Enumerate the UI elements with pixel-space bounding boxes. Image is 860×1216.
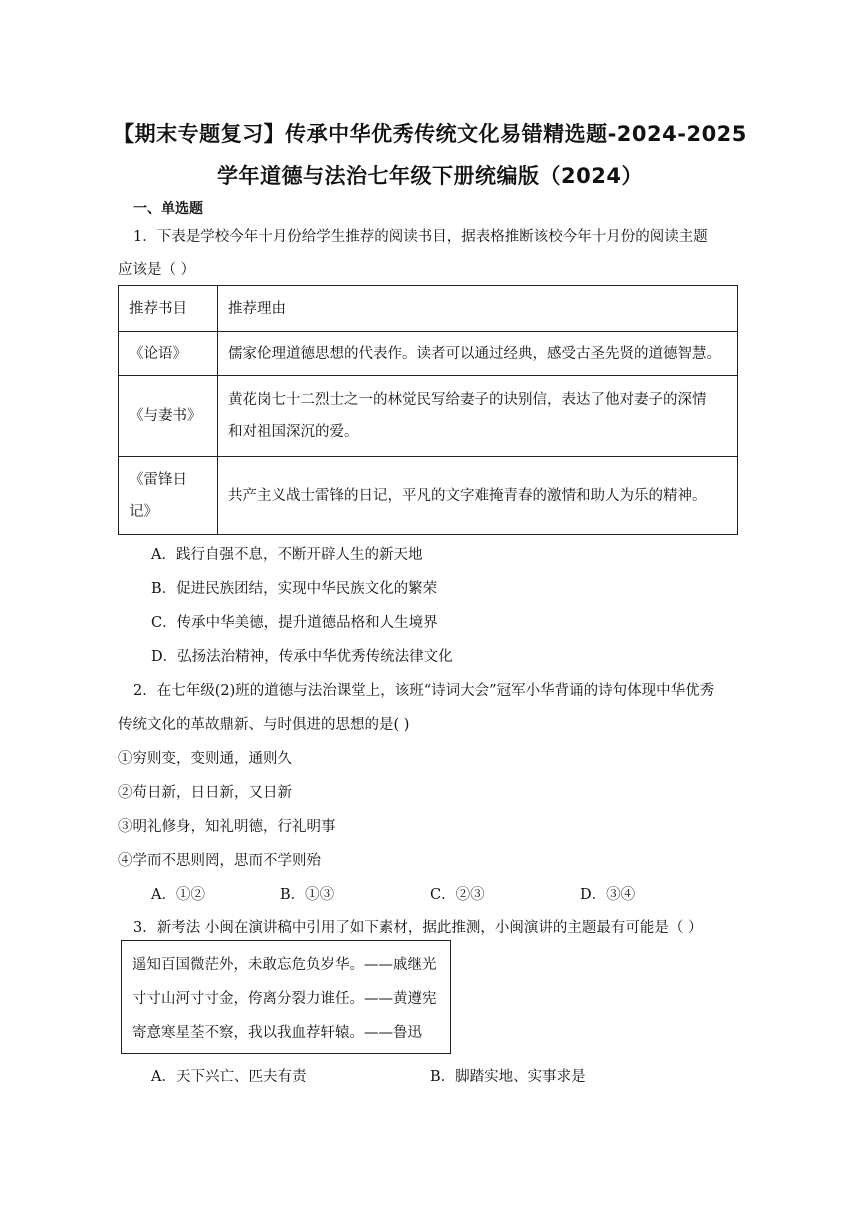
q2-item-2: ②苟日新，日日新，又日新 xyxy=(118,785,292,801)
q2-item-3: ③明礼修身，知礼明德，行礼明事 xyxy=(118,819,336,835)
table-header-cell: 推荐书目 xyxy=(119,286,218,332)
table-row xyxy=(119,457,738,535)
q3-stem: 3．新考法 小闽在演讲稿中引用了如下素材，据此推测，小闽演讲的主题最有可能是（ ） xyxy=(133,920,703,936)
table-cell-reason-line2: 和对祖国深沉的爱。 xyxy=(228,424,359,440)
table-row xyxy=(119,376,738,457)
q1-option-c: C．传承中华美德，提升道德品格和人生境界 xyxy=(151,615,438,631)
document-title-line2: 学年道德与法治七年级下册统编版（2024） xyxy=(217,164,643,188)
q2-option-a: A．①② xyxy=(151,887,205,903)
q1-stem-line1: 1．下表是学校今年十月份给学生推荐的阅读书目，据表格推断该校今年十月份的阅读主题 xyxy=(133,229,708,245)
quote-line: 寸寸山河寸寸金，侉离分裂力谁任。——黄遵宪 xyxy=(132,991,437,1007)
table-header-row xyxy=(119,286,738,332)
document-title-line1: 【期末专题复习】传承中华优秀传统文化易错精选题-2024-2025 xyxy=(113,122,747,146)
q3-option-b: B．脚踏实地、实事求是 xyxy=(430,1069,586,1085)
q2-option-b: B．①③ xyxy=(280,887,335,903)
q2-stem-line1: 2．在七年级(2)班的道德与法治课堂上，该班“诗词大会”冠军小华背诵的诗句体现中华优秀 xyxy=(133,683,715,699)
q1-stem-line2: 应该是（ ） xyxy=(118,262,196,278)
table-row xyxy=(119,332,738,376)
q2-stem-line2: 传统文化的革故鼎新、与时俱进的思想的是( ) xyxy=(118,717,410,733)
q2-item-1: ①穷则变，变则通，通则久 xyxy=(118,751,292,767)
q2-item-4: ④学而不思则罔，思而不学则殆 xyxy=(118,853,321,869)
table-cell-book-line2: 记》 xyxy=(129,503,158,520)
table-cell-reason-line1: 黄花岗七十二烈士之一的林觉民写给妻子的诀别信，表达了他对妻子的深情 xyxy=(228,392,707,408)
table-cell-book: 《与妻书》 xyxy=(119,376,218,457)
table-cell-reason xyxy=(218,376,738,457)
reading-list-table xyxy=(118,285,738,535)
quote-line: 寄意寒星荃不察，我以我血荐轩辕。——鲁迅 xyxy=(132,1025,422,1041)
section-heading: 一、单选题 xyxy=(133,201,203,217)
table-header-cell: 推荐理由 xyxy=(218,286,738,332)
table-cell-book-line1: 《雷锋日 xyxy=(129,471,187,488)
table-cell-reason: 共产主义战士雷锋的日记，平凡的文字难掩青春的激情和助人为乐的精神。 xyxy=(218,457,738,535)
table-cell-book xyxy=(119,457,218,535)
q1-option-d: D．弘扬法治精神，传承中华优秀传统法律文化 xyxy=(151,649,453,665)
q1-option-b: B．促进民族团结，实现中华民族文化的繁荣 xyxy=(151,581,438,597)
q3-option-a: A．天下兴亡、匹夫有责 xyxy=(151,1069,307,1085)
table-cell-reason: 儒家伦理道德思想的代表作。读者可以通过经典，感受古圣先贤的道德智慧。 xyxy=(218,332,738,376)
q2-option-d: D．③④ xyxy=(580,887,636,903)
q2-option-c: C．②③ xyxy=(430,887,485,903)
q3-quote-box xyxy=(121,940,451,1054)
quote-line: 遥知百国微茫外，未敢忘危负岁华。——戚继光 xyxy=(132,957,437,973)
q1-option-a: A．践行自强不息，不断开辟人生的新天地 xyxy=(151,547,423,563)
table-cell-book: 《论语》 xyxy=(119,332,218,376)
